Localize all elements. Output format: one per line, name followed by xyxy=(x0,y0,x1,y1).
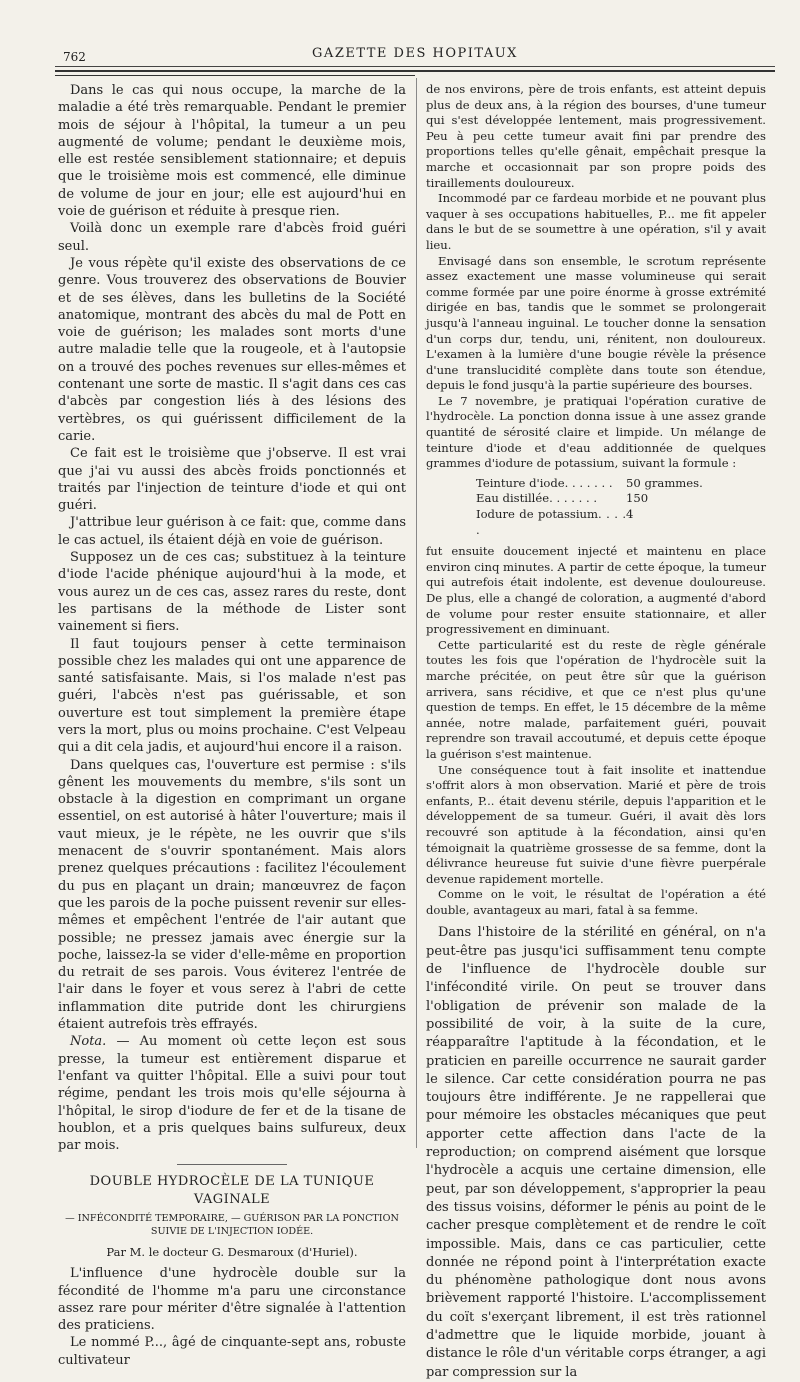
paragraph: J'attribue leur guérison à ce fait: que, comme dans le cas actuel, ils étaient déjà en voie de guérison. xyxy=(58,515,406,548)
formula-row xyxy=(476,507,706,538)
note-text: — Au moment où cette leçon est sous presse, la tumeur est entièrement disparue et l'enfant va quitter l'hôpital. Elle a suivi pour tout régime, pendant les trois mois qu'elle séjourna à l'hôpital, le sirop d'iodure de fer et de la tisane de houblon, et a pris quelques bains sulfureux, deux par mois. xyxy=(58,1034,406,1154)
paragraph: Le nommé P..., âgé de cinquante-sept ans, robuste cultivateur xyxy=(58,1335,406,1368)
note-paragraph xyxy=(58,1033,406,1154)
header-rule xyxy=(55,70,775,72)
paragraph: fut ensuite doucement injecté et maintenu en place environ cinq minutes. A partir de cette époque, la tumeur qui autrefois était indolente, est devenue douloureuse. De plus, elle a changé de coloration, a augmenté d'abord de volume pour rester ensuite stationnaire, et aller progressivement en diminuant. xyxy=(426,544,766,637)
paragraph: Dans le cas qui nous occupe, la marche de la maladie a été très remarquable. Pendant le premier mois de séjour à l'hôpital, la tumeur a un peu augmenté de volume; pendant le deuxième mois, elle est restée sensiblement stationnaire; et depuis que le troisième mois est commencé, elle diminue de volume de jour en jour; elle est aujourd'hui en voie de guérison et réduite à presque rien. xyxy=(58,83,406,220)
formula-ingredient: Iodure de potassium. . . . . xyxy=(476,507,626,537)
paragraph: Cette particularité est du reste de règle générale toutes les fois que l'opération de l'hydrocèle suit la marche précitée, on peut être sûr que la guérison arrivera, sans récidive, et que ce n'est plus qu'une question de temps. En effet, le 15 décembre de la même année, notre malade, parfaitement guéri, pouvait reprendre son travail accoutumé, et depuis cette époque la guérison s'est maintenue. xyxy=(426,637,766,761)
left-column-rule xyxy=(55,75,415,76)
paragraph: Envisagé dans son ensemble, le scrotum représente assez exactement une masse volumineuse qui serait comme formée par une poire énorme à grosse extrémité dirigée en bas, tandis que le sommet se prolongerait jusqu'à l'anneau inguinal. Le toucher donne la sensation d'un corps dur, tendu, uni, rénitent, non douloureux. L'examen à la lumière d'une bougie révèle la présence d'une translucidité complète dans toute son étendue, depuis le fond jusqu'à la partie supérieure des bourses. xyxy=(426,253,766,393)
column-separator xyxy=(416,78,417,1148)
paragraph: Le 7 novembre, je pratiquai l'opération curative de l'hydrocèle. La ponction donna issue à une assez grande quantité de sérosité claire et limpide. Un mélange de teinture d'iode et d'eau additionnée de quelques grammes d'iodure de potassium, suivant la formule : xyxy=(426,393,766,471)
right-column xyxy=(426,82,766,1382)
formula-quantity: 50 grammes. xyxy=(626,475,703,490)
section-divider xyxy=(177,1164,287,1165)
formula-quantity: 4 xyxy=(626,507,634,522)
note-label: Nota. xyxy=(70,1034,107,1050)
paragraph: Supposez un de ces cas; substituez à la teinture d'iode l'acide phénique aujourd'hui à la mode, et vous aurez un de ces cas, assez rares du reste, dont les partisans de la méthode de Lister sont vainement si fiers. xyxy=(58,550,406,635)
paragraph: Comme on le voit, le résultat de l'opération a été double, avantageux au mari, fatal à sa femme. xyxy=(426,887,766,917)
left-column xyxy=(58,82,406,1369)
paragraph: Dans quelques cas, l'ouverture est permise : s'ils gênent les mouvements du membre, s'ils sont un obstacle à la digestion en comprimant un organe essentiel, on est autorisé à hâter l'ouverture; mais il vaut mieux, je le répète, ne les ouvrir que s'ils menacent de s'ouvrir spontanément. Mais alors prenez quelques précautions : facilitez l'écoulement du pus en plaçant un drain; manœuvrez de façon que les parois de la poche puissent revenir sur elles-mêmes et empêchent l'entrée de l'air autant que possible; ne pressez jamais avec énergie sur la poche, laissez-la se vider d'elle-même en proportion du retrait de ses parois. Vous éviterez l'entrée de l'air dans le foyer et vous serez à l'abri de cette inflammation dite putride dont les chirurgiens étaient autrefois très effrayés. xyxy=(58,757,406,1033)
formula-quantity: 150 xyxy=(626,491,649,506)
paragraph: Voilà donc un exemple rare d'abcès froid guéri seul. xyxy=(58,221,406,254)
formula-row xyxy=(476,476,706,492)
formula-ingredient: Eau distillée. . . . . . . xyxy=(476,491,598,506)
paragraph: L'influence d'une hydrocèle double sur la fécondité de l'homme m'a paru une circonstance assez rare pour mériter d'être signalée à l'attention des praticiens. xyxy=(58,1266,406,1334)
section-author: Par M. le docteur G. Desmaroux (d'Huriel). xyxy=(106,1245,358,1259)
paragraph: Il faut toujours penser à cette terminaison possible chez les malades qui ont une apparence de santé satisfaisante. Mais, si l'os malade n'est pas guéri, l'abcès n'est pas guérissable, et son ouverture est tout simplement la première étape vers la mort, plus ou moins prochaine. C'est Velpeau qui a dit cela jadis, et aujourd'hui encore il a raison. xyxy=(58,636,406,756)
formula xyxy=(476,476,766,538)
formula-ingredient: Teinture d'iode. . . . . . . xyxy=(476,475,613,490)
paragraph: Une conséquence tout à fait insolite et inattendue s'offrit alors à mon observation. Marié et père de trois enfants, P... était devenu stérile, depuis l'apparition et le développement de sa tumeur. Guéri, il avait dès lors recouvré son aptitude à la fécondation, ainsi qu'en témoignait la quatrième grossesse de sa femme, dont la délivrance heureuse fut suivie d'une fièvre puerpérale devenue rapidement mortelle. xyxy=(426,762,766,886)
paragraph: Dans l'histoire de la stérilité en général, on n'a peut-être pas jusqu'ici suffisamment tenu compte de l'influence de l'hydrocèle double sur l'infécondité virile. On peut se trouver dans l'obligation de prévenir son malade de la possibilité de voir, à la suite de la cure, réapparaître l'aptitude à la fécondation, et le praticien en pareille occurrence ne saurait garder le silence. Car cette considération pourra ne pas toujours être indifférente. Je ne rappellerai que pour mémoire les obstacles mécaniques que peut apporter cette affection dans l'acte de la reproduction; on comprend aisément que lorsque l'hydrocèle a acquis une certaine dimension, elle peut, par son développement, s'approprier la peau des tissus voisins, déformer le pénis au point de le cacher presque complètement et de rendre le coït impossible. Mais, dans ce cas particulier, cette donnée ne répond point à l'interprétation exacte du phénomène pathologique dont nous avons brièvement rapporté l'histoire. L'accomplissement du coït s'exerçant librement, il est très rationnel d'admettre que le liquide morbide, jouant à distance le rôle d'un véritable corps étranger, a agi par compression sur la xyxy=(426,925,766,1380)
paragraph: Ce fait est le troisième que j'observe. Il est vrai que j'ai vu aussi des abcès froids ponctionnés et traités par l'injection de teinture d'iode et qui ont guéri. xyxy=(58,446,406,514)
section-subtitle: — INFÉCONDITÉ TEMPORAIRE, — GUÉRISON PAR LA PONCTION SUIVIE DE L'INJECTION IODÉE. xyxy=(65,1213,399,1237)
page-number: 762 xyxy=(63,50,86,64)
formula-row xyxy=(476,491,706,507)
paragraph: Je vous répète qu'il existe des observations de ce genre. Vous trouverez des observations de Bouvier et de ses élèves, dans les bulletins de la Société anatomique, montrant des abcès du mal de Pott en voie de guérison; les malades sont morts d'une autre maladie telle que la rougeole, et à l'autopsie on a trouvé des poches revenues sur elles-mêmes et contenant une sorte de mastic. Il s'agit dans ces cas d'abcès par congestion liés à des lésions des vertèbres, os qui guérissent difficilement de la carie. xyxy=(58,255,406,444)
page-header xyxy=(55,44,775,67)
running-title: GAZETTE DES HOPITAUX xyxy=(312,46,518,61)
paragraph: Incommodé par ce fardeau morbide et ne pouvant plus vaquer à ses occupations habituelles, P... me fit appeler dans le but de se soumettre à une opération, s'il y avait lieu. xyxy=(426,191,766,252)
paragraph: de nos environs, père de trois enfants, est atteint depuis plus de deux ans, à la région des bourses, d'une tumeur qui s'est développée lentement, mais progressivement. Peu à peu cette tumeur avait fini par prendre des proportions telles qu'elle gênait, empêchait presque la marche et occasionnait par son propre poids des tiraillements douloureux. xyxy=(426,82,766,190)
section-title: DOUBLE HYDROCÈLE DE LA TUNIQUE VAGINALE xyxy=(89,1174,375,1207)
